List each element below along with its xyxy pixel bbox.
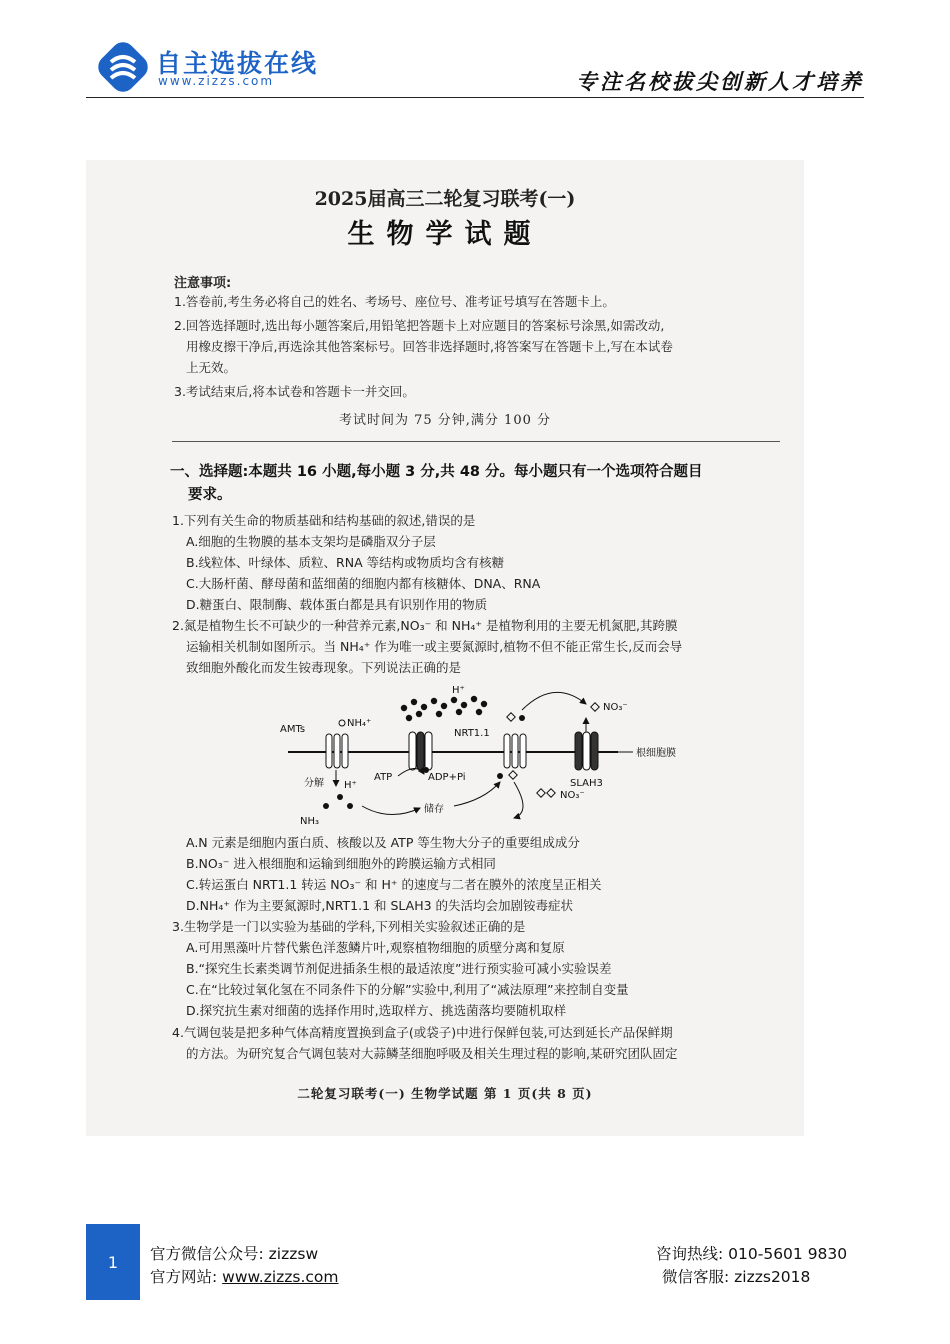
brand-url[interactable]: www.zizzs.com	[158, 74, 275, 88]
no3-diamond	[507, 713, 515, 721]
h-plus-top-label: H⁺	[452, 685, 465, 696]
brand-name: 自主选拔在线	[156, 49, 319, 78]
wechat-account: 官方微信公众号: zizzsw	[150, 1245, 319, 1263]
cycle-arrow	[522, 692, 586, 710]
question-2-option-c: C.转运蛋白 NRT1.1 转运 NO₃⁻ 和 H⁺ 的速度与二者在膜外的浓度呈正相关	[186, 877, 602, 892]
notice-line: 3.考试结束后,将本试卷和答题卡一并交回。	[174, 384, 415, 399]
page-number-box: 1	[86, 1224, 140, 1300]
official-site	[150, 1265, 339, 1287]
question-2-option-a: A.N 元素是细胞内蛋白质、核酸以及 ATP 等生物大分子的重要组成成分	[186, 835, 580, 850]
exam-title: 2025届高三二轮复习联考(一)	[314, 188, 576, 210]
brand-logo-icon	[96, 40, 150, 94]
chucun-label: 储存	[424, 804, 444, 815]
nh4-marker	[339, 720, 345, 726]
slah3-channel-icon	[575, 732, 598, 770]
site-header	[0, 0, 950, 100]
question-3-option-c: C.在“比较过氧化氢在不同条件下的分解”实验中,利用了“减法原理”来控制自变量	[186, 982, 629, 997]
membrane-transport-diagram	[278, 682, 698, 832]
question-3-option-d: D.探究抗生素对细菌的选择作用时,选取样方、挑选菌落均要随机取样	[186, 1003, 567, 1018]
wechat-service: 微信客服: zizzs2018	[662, 1268, 811, 1286]
question-2-option-b: B.NO₃⁻ 进入根细胞和运输到细胞外的跨膜运输方式相同	[186, 856, 496, 871]
question-3-option-a: A.可用黑藻叶片替代紫色洋葱鳞片叶,观察植物细胞的质壁分离和复原	[186, 940, 565, 955]
nrt1-transporter-icon	[504, 734, 526, 768]
exam-page-footer: 二轮复习联考(一) 生物学试题 第 1 页(共 8 页)	[297, 1086, 593, 1101]
official-site-label: 官方网站:	[150, 1268, 223, 1286]
question-4-stem: 4.气调包装是把多种气体高精度置换到盒子(或袋子)中进行保鲜包装,可达到延长产品保鲜期	[172, 1025, 673, 1040]
question-1-option-b: B.线粒体、叶绿体、质粒、RNA 等结构或物质均含有核糖	[186, 555, 505, 570]
section-title-line: 一、选择题:本题共 16 小题,每小题 3 分,共 48 分。每小题只有一个选项符合题目	[170, 464, 703, 480]
question-2-stem: 致细胞外酸化而发生铵毒现象。下列说法正确的是	[186, 660, 462, 675]
notice-heading: 注意事项:	[174, 276, 232, 291]
header-slogan: 专注名校拔尖创新人才培养	[576, 69, 864, 94]
question-1-option-c: C.大肠杆菌、酵母菌和蓝细菌的细胞内都有核糖体、DNA、RNA	[186, 576, 541, 591]
no3-bottom-label: NO₃⁻	[560, 790, 585, 801]
nh3-label: NH₃	[300, 816, 320, 827]
question-2-stem: 运输相关机制如图所示。当 NH₄⁺ 作为唯一或主要氮源时,植物不但不能正常生长,反而会导	[186, 639, 683, 654]
section-divider	[172, 441, 780, 442]
amts-label: AMTs	[280, 724, 306, 735]
question-4-stem: 的方法。为研究复合气调包装对大蒜鳞茎细胞呼吸及相关生理过程的影响,某研究团队固定	[186, 1046, 678, 1061]
exam-page-scan	[86, 160, 804, 1136]
section-title-line: 要求。	[188, 487, 232, 503]
slah3-label: SLAH3	[570, 778, 603, 789]
question-1-option-a: A.细胞的生物膜的基本支架均是磷脂双分子层	[186, 534, 436, 549]
exam-subject: 生物学试题	[347, 219, 543, 250]
adp-label: ADP+Pi	[428, 772, 466, 783]
question-2-stem: 2.氮是植物生长不可缺少的一种营养元素,NO₃⁻ 和 NH₄⁺ 是植物利用的主要无机氮肥,其跨膜	[172, 618, 678, 633]
question-3-option-b: B.“探究生长素类调节剂促进插条生根的最适浓度”进行预实验可减小实验误差	[186, 961, 612, 976]
hotline: 咨询热线: 010-5601 9830	[656, 1245, 848, 1263]
question-1-option-d: D.糖蛋白、限制酶、载体蛋白都是具有识别作用的物质	[186, 597, 488, 612]
no3-top-label: NO₃⁻	[603, 702, 628, 713]
question-2-option-d: D.NH₄⁺ 作为主要氮源时,NRT1.1 和 SLAH3 的失活均会加剧铵毒症状	[186, 898, 574, 913]
amts-transporter-icon	[326, 734, 348, 768]
h-plus-bottom-label: H⁺	[344, 780, 357, 791]
question-1-stem: 1.下列有关生命的物质基础和结构基础的叙述,错误的是	[172, 513, 476, 528]
atp-label: ATP	[374, 772, 393, 783]
notice-line: 2.回答选择题时,选出每小题答案后,用铅笔把答题卡上对应题目的答案标号涂黑,如需改动,	[174, 318, 665, 333]
section-title	[170, 461, 790, 507]
notice-line: 上无效。	[186, 360, 237, 375]
proton-cluster	[401, 696, 487, 721]
question-3-stem: 3.生物学是一门以实验为基础的学科,下列相关实验叙述正确的是	[172, 919, 526, 934]
fenjie-label: 分解	[304, 778, 324, 789]
nrt-label: NRT1.1	[454, 728, 490, 739]
notice-line: 1.答卷前,考生务必将自己的姓名、考场号、座位号、准考证号填写在答题卡上。	[174, 294, 615, 309]
header-divider	[86, 97, 864, 98]
exam-time-note: 考试时间为 75 分钟,满分 100 分	[338, 413, 552, 428]
membrane-label: 根细胞膜	[636, 748, 676, 759]
nh4-label: NH₄⁺	[347, 718, 372, 729]
official-site-link[interactable]: www.zizzs.com	[222, 1268, 339, 1286]
notice-line: 用橡皮擦干净后,再选涂其他答案标号。回答非选择题时,将答案写在答题卡上,写在本试卷	[186, 339, 673, 354]
proton-pump-icon	[409, 732, 432, 770]
